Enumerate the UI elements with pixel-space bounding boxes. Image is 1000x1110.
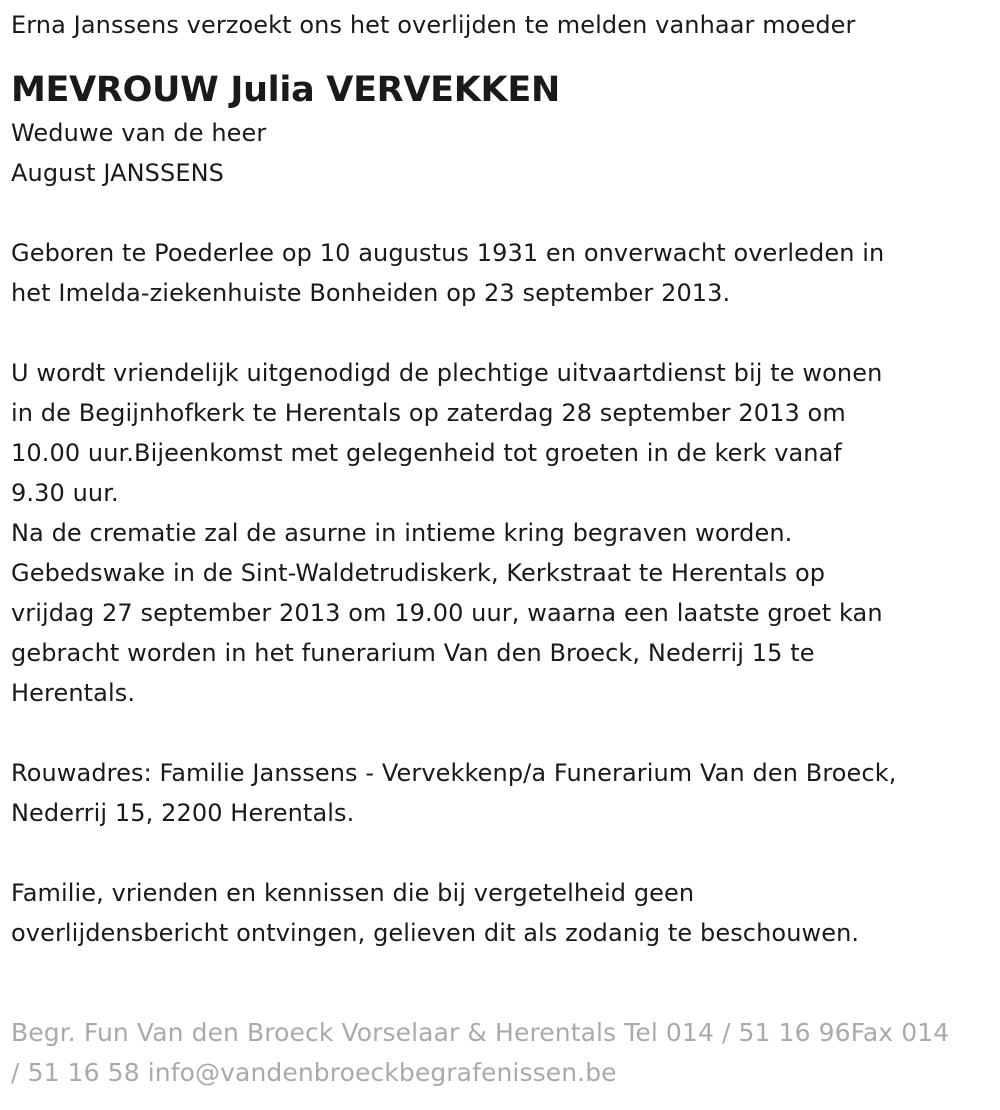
paragraph-gap	[11, 833, 991, 873]
service-line: Gebedswake in de Sint-Waldetrudiskerk, Kerkstraat te Herentals op	[11, 559, 826, 587]
footer-line: / 51 16 58 info@vandenbroeckbegrafenissen.be	[11, 1058, 617, 1087]
intro-text: Erna Janssens verzoekt ons het overlijden te melden vanhaar moeder	[11, 11, 856, 39]
notice-line: Familie, vrienden en kennissen die bij vergetelheid geen	[11, 879, 695, 907]
birth-line: Geboren te Poederlee op 10 augustus 1931 en onverwacht overleden in	[11, 239, 885, 267]
service-block	[11, 353, 991, 713]
service-line: vrijdag 27 september 2013 om 19.00 uur, waarna een laatste groet kan	[11, 599, 883, 627]
paragraph-gap	[11, 713, 991, 753]
address-block	[11, 753, 991, 833]
paragraph-gap	[11, 313, 991, 353]
funeral-home-footer	[11, 1013, 991, 1093]
address-line: Rouwadres: Familie Janssens - Vervekkenp/a Funerarium Van den Broeck,	[11, 759, 897, 787]
spouse-line: Weduwe van de heer	[11, 119, 267, 147]
service-line: 10.00 uur.Bijeenkomst met gelegenheid tot groeten in de kerk vanaf	[11, 439, 842, 467]
spouse-line: August JANSSENS	[11, 159, 224, 187]
birth-line: het Imelda-ziekenhuiste Bonheiden op 23 september 2013.	[11, 279, 731, 307]
spouse-block	[11, 113, 991, 193]
service-line: U wordt vriendelijk uitgenodigd de plechtige uitvaartdienst bij te wonen	[11, 359, 883, 387]
notice-line: overlijdensbericht ontvingen, gelieven dit als zodanig te beschouwen.	[11, 919, 860, 947]
service-line: 9.30 uur.	[11, 479, 119, 507]
footer-line: Begr. Fun Van den Broeck Vorselaar & Herentals Tel 014 / 51 16 96Fax 014	[11, 1018, 950, 1047]
deceased-name: MEVROUW Julia VERVEKKEN	[11, 70, 560, 110]
birth-block	[11, 233, 991, 313]
service-line: in de Begijnhofkerk te Herentals op zaterdag 28 september 2013 om	[11, 399, 846, 427]
notice-block	[11, 873, 991, 953]
address-line: Nederrij 15, 2200 Herentals.	[11, 799, 355, 827]
service-line: Na de crematie zal de asurne in intieme kring begraven worden.	[11, 519, 793, 547]
death-notice	[11, 5, 991, 953]
service-line: Herentals.	[11, 679, 136, 707]
paragraph-gap	[11, 193, 991, 233]
service-line: gebracht worden in het funerarium Van den Broeck, Nederrij 15 te	[11, 639, 815, 667]
